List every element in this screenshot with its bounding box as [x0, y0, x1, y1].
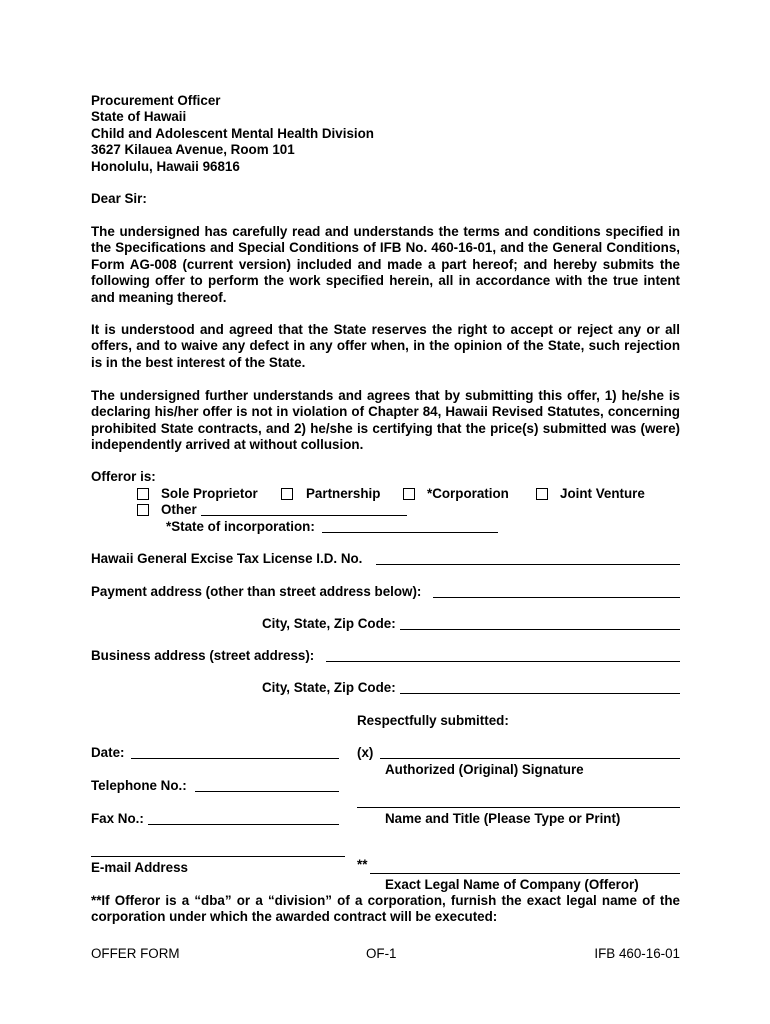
payment-address-line[interactable]	[433, 597, 680, 598]
business-address-line[interactable]	[326, 661, 680, 662]
name-title-line[interactable]	[357, 807, 680, 808]
recipient-address	[91, 93, 374, 175]
other-input-line[interactable]	[201, 515, 407, 516]
partnership-checkbox[interactable]	[281, 488, 293, 500]
date-line[interactable]	[131, 758, 339, 759]
address-line: Honolulu, Hawaii 96816	[91, 158, 240, 174]
date-label: Date:	[91, 745, 125, 760]
paragraph-acceptance: It is understood and agreed that the State reserves the right to accept or reject any or all offers, and to waive any defect in any offer when, in the opinion of the State, such rejection is in the best interest of the State.	[91, 322, 680, 370]
footer-page-number: OF-1	[366, 946, 397, 961]
footer-ifb-number: IFB 460-16-01	[594, 946, 680, 961]
business-address-label: Business address (street address):	[91, 648, 315, 663]
paragraph-terms: The undersigned has carefully read and understands the terms and conditions specified in the Specifications and Special Conditions of IFB No. 460-16-01, and the General Conditions, Form AG-008 (current version) included and made a part hereof; and hereby submits the following offer to perform the work specified herein, all in accordance with the true intent and meaning thereof.	[91, 224, 680, 305]
city-state-zip-label-2: City, State, Zip Code:	[262, 680, 396, 695]
sole-proprietor-label: Sole Proprietor	[161, 486, 258, 501]
signature-line[interactable]	[380, 758, 680, 759]
offeror-label: Offeror is:	[91, 469, 156, 484]
email-label: E-mail Address	[91, 860, 188, 875]
exact-legal-name-line[interactable]	[370, 873, 680, 874]
address-line: 3627 Kilauea Avenue, Room 101	[91, 142, 295, 158]
get-license-label: Hawaii General Excise Tax License I.D. No.	[91, 551, 363, 566]
joint-venture-checkbox[interactable]	[536, 488, 548, 500]
fax-line[interactable]	[148, 824, 339, 825]
salutation: Dear Sir:	[91, 191, 147, 206]
authorized-signature-label: Authorized (Original) Signature	[385, 762, 584, 777]
email-line[interactable]	[91, 856, 345, 857]
double-star-mark: **	[357, 857, 368, 872]
corporation-label: *Corporation	[427, 486, 509, 501]
telephone-line[interactable]	[195, 791, 339, 792]
payment-address-label: Payment address (other than street address below):	[91, 584, 422, 599]
state-of-incorporation-label: *State of incorporation:	[166, 519, 315, 534]
city-state-zip-line-2[interactable]	[400, 693, 680, 694]
address-line: Procurement Officer	[91, 93, 221, 108]
footer-form-name: OFFER FORM	[91, 946, 180, 961]
respectfully-submitted: Respectfully submitted:	[357, 713, 509, 728]
other-label: Other	[161, 502, 197, 517]
corporation-checkbox[interactable]	[403, 488, 415, 500]
signature-x-mark: (x)	[357, 745, 374, 760]
partnership-label: Partnership	[306, 486, 381, 501]
address-line: State of Hawaii	[91, 109, 187, 125]
telephone-label: Telephone No.:	[91, 778, 187, 793]
state-of-incorporation-line[interactable]	[322, 532, 498, 533]
sole-proprietor-checkbox[interactable]	[137, 488, 149, 500]
fax-label: Fax No.:	[91, 811, 144, 826]
exact-legal-name-label: Exact Legal Name of Company (Offeror)	[385, 877, 639, 892]
city-state-zip-label-1: City, State, Zip Code:	[262, 616, 396, 631]
paragraph-declaration: The undersigned further understands and agrees that by submitting this offer, 1) he/she is declaring his/her offer is not in violation of Chapter 84, Hawaii Revised Statutes, concerning prohibited State contracts, and 2) he/she is certifying that the price(s) submitted was (were) independently arrived at without collusion.	[91, 388, 680, 453]
address-line: Child and Adolescent Mental Health Division	[91, 125, 374, 141]
city-state-zip-line-1[interactable]	[400, 629, 680, 630]
name-title-label: Name and Title (Please Type or Print)	[385, 811, 621, 826]
other-checkbox[interactable]	[137, 504, 149, 516]
joint-venture-label: Joint Venture	[560, 486, 645, 501]
footnote: **If Offeror is a “dba” or a “division” of a corporation, furnish the exact legal name of the corporation under which the awarded contract will be executed:	[91, 893, 680, 925]
get-license-line[interactable]	[376, 564, 680, 565]
